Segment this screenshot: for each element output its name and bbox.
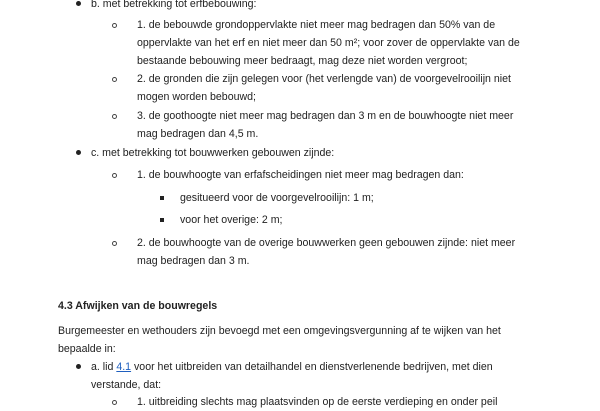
list-item-c-1 xyxy=(112,166,464,184)
disc-bullet-icon xyxy=(76,1,81,6)
text-line: verstande, dat: xyxy=(91,379,162,391)
list-item-text: b. met betrekking tot erfbebouwing: xyxy=(91,0,257,10)
circle-bullet-icon xyxy=(112,23,117,28)
text-line: Burgemeester en wethouders zijn bevoegd met een omgevingsvergunning af te wijken van het xyxy=(58,325,501,337)
list-item-text xyxy=(137,16,520,70)
text-line: mag bedragen dan 3 m. xyxy=(137,255,250,267)
circle-bullet-icon xyxy=(112,400,117,405)
circle-bullet-icon xyxy=(112,173,117,178)
list-item-b xyxy=(76,0,256,13)
text-line: bestaande bebouwing meer bedraagt, mag deze niet worden vergroot; xyxy=(137,55,468,67)
item-suffix: voor het uitbreiden van detailhandel en dienstverlenende bedrijven, met dien xyxy=(131,361,493,373)
square-bullet-icon xyxy=(160,196,164,200)
list-item-text: 1. de bouwhoogte van erfafscheidingen niet meer mag bedragen dan: xyxy=(137,169,464,181)
list-item-b-2 xyxy=(112,70,511,106)
list-item-text: voor het overige: 2 m; xyxy=(180,214,283,226)
circle-bullet-icon xyxy=(112,114,117,119)
list-item-a-1 xyxy=(112,393,497,411)
section-heading: 4.3 Afwijken van de bouwregels xyxy=(58,300,218,312)
list-item-c-2 xyxy=(112,234,515,270)
intro-paragraph xyxy=(58,322,501,358)
list-item-c-1-b xyxy=(160,211,282,229)
text-line xyxy=(91,358,493,376)
list-item-c xyxy=(76,144,334,162)
text-line: 1. de bebouwde grondoppervlakte niet meer mag bedragen dan 50% van de xyxy=(137,19,496,31)
square-bullet-icon xyxy=(160,218,164,222)
text-line: mag bedragen dan 4,5 m. xyxy=(137,128,259,140)
text-line: 2. de bouwhoogte van de overige bouwwerken geen gebouwen zijnde: niet meer xyxy=(137,237,516,249)
list-item-text xyxy=(137,234,515,270)
text-line: oppervlakte van het erf en niet meer dan 50 m²; voor zover de oppervlakte van de xyxy=(137,37,520,49)
list-item-b-1 xyxy=(112,16,520,70)
circle-bullet-icon xyxy=(112,77,117,82)
list-item-b-3 xyxy=(112,107,513,143)
disc-bullet-icon xyxy=(76,364,81,369)
disc-bullet-icon xyxy=(76,150,81,155)
list-item-c-1-a xyxy=(160,189,374,207)
text-line: 2. de gronden die zijn gelegen voor (het verlengde van) de voorgevelrooilijn niet xyxy=(137,73,511,85)
list-item-a xyxy=(76,358,493,394)
list-item-text: c. met betrekking tot bouwwerken gebouwen zijnde: xyxy=(91,147,335,159)
list-item-text: gesitueerd voor de voorgevelrooilijn: 1 m; xyxy=(180,192,374,204)
list-item-text xyxy=(137,70,511,106)
list-item-text: 1. uitbreiding slechts mag plaatsvinden op de eerste verdieping en onder peil xyxy=(137,396,498,408)
list-item-text xyxy=(91,358,493,394)
text-line: bepaalde in: xyxy=(58,343,116,355)
list-item-text xyxy=(137,107,513,143)
item-prefix: a. lid xyxy=(91,361,117,373)
text-line: 3. de goothoogte niet meer mag bedragen dan 3 m en de bouwhoogte niet meer xyxy=(137,110,514,122)
text-line: mogen worden bebouwd; xyxy=(137,91,256,103)
circle-bullet-icon xyxy=(112,241,117,246)
section-link[interactable]: 4.1 xyxy=(116,361,132,373)
